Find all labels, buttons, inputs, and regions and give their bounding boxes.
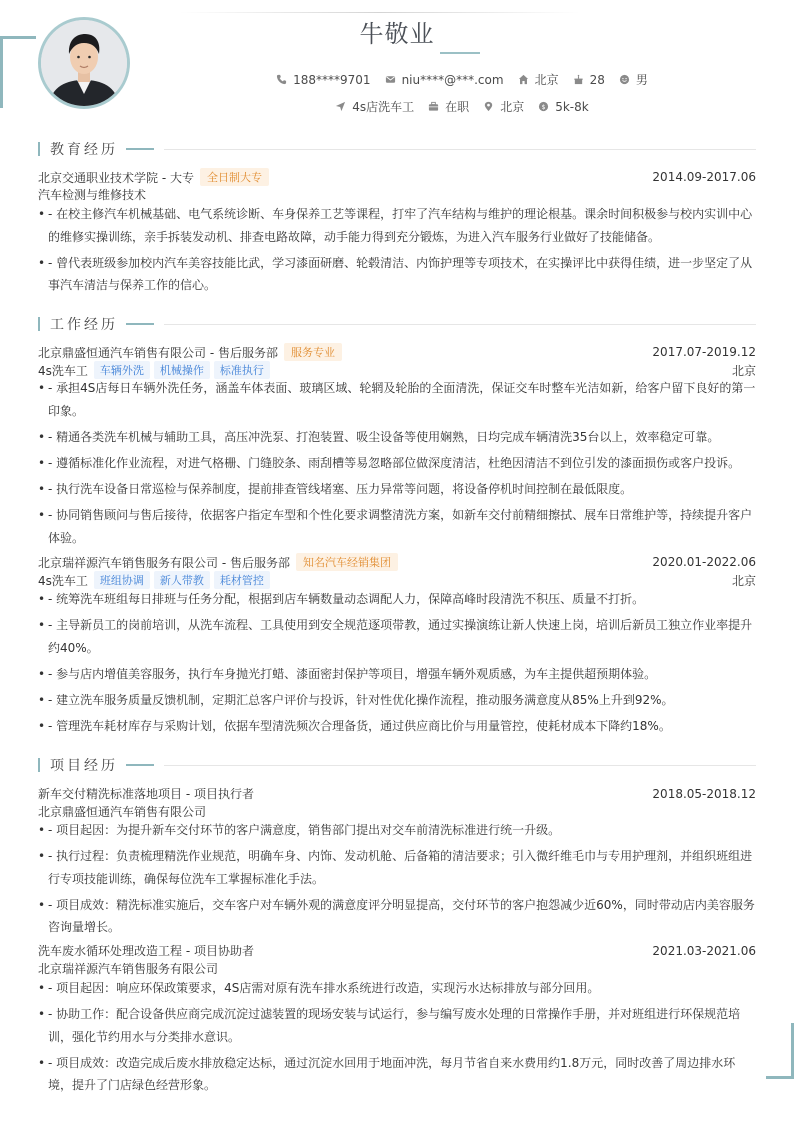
skill-tag: 机械操作 bbox=[154, 361, 210, 379]
project-bullets bbox=[38, 819, 756, 942]
work-entry-header bbox=[38, 343, 756, 361]
project-date: 2021.03-2021.06 bbox=[652, 943, 756, 958]
company-tag: 知名汽车经销集团 bbox=[296, 553, 398, 571]
candidate-name: 牛敬业 bbox=[359, 20, 435, 48]
project-bullets bbox=[38, 977, 756, 1100]
status-text: 在职 bbox=[445, 100, 470, 114]
work-bullets bbox=[38, 377, 756, 553]
mail-icon bbox=[385, 74, 396, 85]
salary-text: 5k-8k bbox=[555, 99, 589, 114]
target-job-item bbox=[335, 98, 414, 115]
money-icon bbox=[538, 101, 549, 112]
skill-tag: 车辆外洗 bbox=[94, 361, 150, 379]
gender-text: 男 bbox=[635, 73, 648, 87]
header-top-rule bbox=[180, 12, 580, 13]
list-item: • - 协助工作：配合设备供应商完成沉淀过滤装置的现场安装与试运行，参与编写废水处理的日常操作手册，并对班组进行环保规范培训，强化节约用水与分类排水意识。 bbox=[38, 1003, 756, 1048]
skill-tag: 耗材管控 bbox=[214, 571, 270, 589]
section-title-work: 工作经历 bbox=[38, 315, 756, 333]
list-item: • - 执行洗车设备日常巡检与保养制度，提前排查管线堵塞、压力异常等问题，将设备停机时间控制在最低限度。 bbox=[38, 478, 756, 501]
list-item: • - 统筹洗车班组每日排班与任务分配，根据到店车辆数量动态调配人力，保障高峰时段清洗不积压、质量不打折。 bbox=[38, 588, 756, 611]
list-item: • - 主导新员工的岗前培训，从洗车流程、工具使用到安全规范逐项带教，通过实操演练让新人快速上岗，培训后新员工独立作业率提升约40%。 bbox=[38, 614, 756, 659]
list-item: • - 项目成效：精洗标准实施后，交车客户对车辆外观的满意度评分明显提高，交付环节的客户抱怨减少近60%，同时带动店内美容服务咨询量增长。 bbox=[38, 894, 756, 939]
work-entry-header bbox=[38, 553, 756, 571]
project-org: 北京瑞祥源汽车销售服务有限公司 bbox=[38, 962, 219, 976]
section-title-projects: 项目经历 bbox=[38, 756, 756, 774]
project-entry-header bbox=[38, 942, 756, 959]
company-name: 北京鼎盛恒通汽车销售有限公司 - 售后服务部 bbox=[38, 345, 278, 360]
project-entry-header bbox=[38, 785, 756, 802]
smile-icon bbox=[619, 74, 630, 85]
job-role: 4s洗车工 bbox=[38, 363, 88, 378]
skill-tag: 班组协调 bbox=[94, 571, 150, 589]
phone-icon bbox=[276, 74, 287, 85]
project-org: 北京鼎盛恒通汽车销售有限公司 bbox=[38, 805, 207, 819]
target-city-text: 北京 bbox=[500, 100, 525, 114]
education-bullets bbox=[38, 203, 756, 300]
list-item: • - 项目成效：改造完成后废水排放稳定达标，通过沉淀水回用于地面冲洗，每月节省自来水费用约1.8万元，同时改善了周边排水环境，提升了门店绿色经营形象。 bbox=[38, 1052, 756, 1097]
phone-item bbox=[276, 71, 370, 88]
email-item bbox=[385, 71, 504, 88]
skill-tag: 标准执行 bbox=[214, 361, 270, 379]
education-date: 2014.09-2017.06 bbox=[652, 170, 756, 184]
job-role: 4s洗车工 bbox=[38, 573, 88, 588]
project-date: 2018.05-2018.12 bbox=[652, 786, 756, 801]
gender-item bbox=[619, 71, 648, 88]
salary-item bbox=[538, 98, 589, 115]
list-item: • - 项目起因：响应环保政策要求，4S店需对原有洗车排水系统进行改造，实现污水达标排放与部分回用。 bbox=[38, 977, 756, 1000]
status-item bbox=[428, 98, 469, 115]
list-item: • - 管理洗车耗材库存与采购计划，依据车型清洗频次合理备货，通过供应商比价与用量管控，使耗材成本下降约18%。 bbox=[38, 715, 756, 738]
briefcase-icon bbox=[428, 101, 439, 112]
list-item: • - 参与店内增值美容服务，执行车身抛光打蜡、漆面密封保护等项目，增强车辆外观质感，为车主提供超预期体验。 bbox=[38, 663, 756, 686]
project-org-row bbox=[38, 960, 756, 977]
job-intent-row bbox=[0, 98, 794, 115]
location-item bbox=[518, 71, 559, 88]
age-text: 28 bbox=[589, 72, 605, 87]
education-major-row bbox=[38, 186, 756, 203]
list-item: • - 在校主修汽车机械基础、电气系统诊断、车身保养工艺等课程，打牢了汽车结构与维护的理论根基。课余时间积极参与校内实训中心的维修实操训练，亲手拆装发动机、排查电路故障，动手能力得到充分锻炼，为进入汽车服务行业做好了技能储备。 bbox=[38, 203, 756, 248]
company-name: 北京瑞祥源汽车销售服务有限公司 - 售后服务部 bbox=[38, 555, 290, 570]
list-item: • - 精通各类洗车机械与辅助工具，高压冲洗泵、打泡装置、吸尘设备等使用娴熟，日均完成车辆清洗35台以上，效率稳定可靠。 bbox=[38, 426, 756, 449]
email-text: niu****@***.com bbox=[401, 72, 504, 87]
location-text: 北京 bbox=[534, 73, 559, 87]
list-item: • - 曾代表班级参加校内汽车美容技能比武，学习漆面研磨、轮毂清洁、内饰护理等专项技术，在实操评比中获得佳绩，进一步坚定了从事汽车清洁与保养工作的信心。 bbox=[38, 252, 756, 297]
work-city: 北京 bbox=[731, 363, 756, 378]
phone-text: 188****9701 bbox=[293, 72, 371, 87]
work-date: 2017.07-2019.12 bbox=[652, 345, 756, 359]
map-pin-icon bbox=[483, 101, 494, 112]
name-underline bbox=[440, 52, 480, 54]
home-icon bbox=[518, 74, 529, 85]
work-city: 北京 bbox=[731, 573, 756, 588]
work-date: 2020.01-2022.06 bbox=[652, 555, 756, 569]
svg-text:$: $ bbox=[541, 102, 546, 111]
school-name: 北京交通职业技术学院 - 大专 bbox=[38, 170, 194, 185]
list-item: • - 执行过程：负责梳理精洗作业规范，明确车身、内饰、发动机舱、后备箱的清洁要求；引入微纤维毛巾与专用护理剂，并组织班组进行专项技能训练，确保每位洗车工掌握标准化手法。 bbox=[38, 845, 756, 890]
list-item: • - 建立洗车服务质量反馈机制，定期汇总客户评价与投诉，针对性优化操作流程，推动服务满意度从85%上升到92%。 bbox=[38, 689, 756, 712]
target-job-text: 4s店洗车工 bbox=[352, 100, 415, 114]
cake-icon bbox=[573, 74, 584, 85]
project-title: 洗车废水循环处理改造工程 - 项目协助者 bbox=[38, 944, 254, 958]
company-tag: 服务专业 bbox=[284, 343, 342, 361]
corner-decoration-bottom-right bbox=[766, 1023, 794, 1079]
contact-row bbox=[0, 71, 794, 88]
project-org-row bbox=[38, 803, 756, 820]
list-item: • - 协同销售顾问与售后接待，依据客户指定车型和个性化要求调整清洗方案，如新车交付前精细擦拭、展车日常维护等，持续提升客户体验。 bbox=[38, 504, 756, 549]
list-item: • - 承担4S店每日车辆外洗任务，涵盖车体表面、玻璃区域、轮辋及轮胎的全面清洗，保证交车时整车光洁如新，给客户留下良好的第一印象。 bbox=[38, 377, 756, 422]
list-item: • - 遵循标准化作业流程，对进气格栅、门缝胶条、雨刮槽等易忽略部位做深度清洁，杜绝因清洁不到位引发的漆面损伤或客户投诉。 bbox=[38, 452, 756, 475]
list-item: • - 项目起因：为提升新车交付环节的客户满意度，销售部门提出对交车前清洗标准进行统一升级。 bbox=[38, 819, 756, 842]
education-tag: 全日制大专 bbox=[200, 168, 269, 186]
section-title-education: 教育经历 bbox=[38, 140, 756, 158]
work-bullets bbox=[38, 588, 756, 741]
target-city-item bbox=[483, 98, 524, 115]
education-entry-header bbox=[38, 168, 756, 186]
work-role-row bbox=[38, 571, 756, 589]
send-icon bbox=[335, 101, 346, 112]
age-item bbox=[573, 71, 605, 88]
skill-tag: 新人带教 bbox=[154, 571, 210, 589]
project-title: 新车交付精洗标准落地项目 - 项目执行者 bbox=[38, 787, 254, 801]
major: 汽车检测与维修技术 bbox=[38, 188, 147, 202]
